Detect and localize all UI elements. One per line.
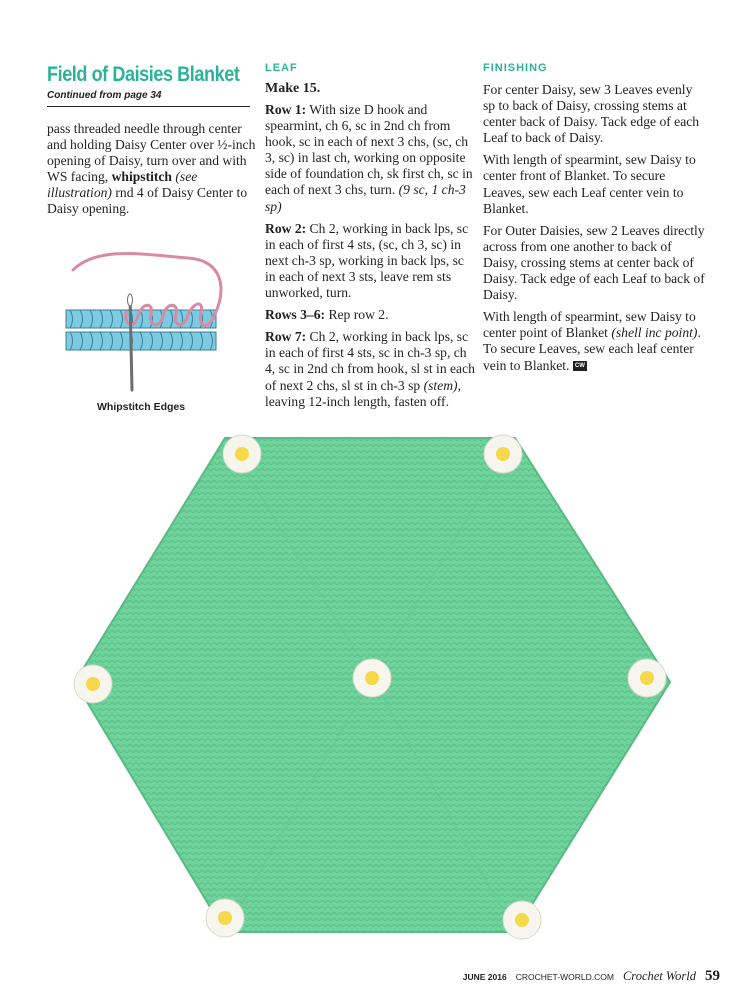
title-divider [47, 106, 250, 107]
paragraph-text: For Outer Daisies, sew 2 Leaves directly across from one another to back of Daisy, crossing stems at center back of Daisy. Tack edge of each Leaf to back of Daisy. [483, 222, 705, 303]
finishing-instructions [483, 82, 705, 380]
finishing-paragraph [483, 82, 705, 146]
daisy-flower-icon [484, 435, 522, 473]
paragraph-text-end: . To secure Leaves, sew each leaf center vein to Blanket. [483, 325, 701, 373]
finishing-paragraph [483, 152, 705, 216]
crochet-rows-illustration [66, 310, 216, 350]
row-label: Row 1: [265, 102, 307, 117]
paragraph-text: With length of spearmint, sew Daisy to center point of Blanket [483, 309, 696, 341]
daisy-flower-icon [206, 899, 244, 937]
daisy-flower-icon [223, 435, 261, 473]
continued-note: Continued from page 34 [47, 90, 162, 101]
website: CROCHET-WORLD.COM [515, 972, 614, 982]
issue-date: JUNE 2016 [462, 972, 507, 982]
intro-text: pass threaded needle through center and holding Daisy Center over ½-inch opening of Daisy, turn over and with WS facing, [47, 121, 256, 185]
finishing-paragraph [483, 223, 705, 303]
intro-paragraph [47, 121, 257, 218]
row-text: With size D hook and spearmint, ch 6, sc in 2nd ch from hook, sc in each of next 3 chs, (sc, ch 3, sc) in last ch, working on opposite side of foundation ch, sk first ch, sc in each of next 3 chs, turn. [265, 102, 473, 198]
leaf-heading: LEAF [265, 62, 298, 74]
page-footer [463, 968, 720, 985]
row-text-end: , leaving 12-inch length, fasten off. [265, 377, 461, 409]
row-label: Row 7: [265, 329, 307, 345]
end-mark-icon: CW [574, 363, 585, 370]
row-label: Rows 3–6: [265, 307, 326, 323]
row-label: Row 2: [265, 220, 307, 236]
paragraph-italic: (shell inc point) [611, 325, 698, 341]
finishing-paragraph [483, 309, 705, 373]
intro-italic: (see illustration) [47, 169, 198, 201]
blanket-photo [55, 420, 695, 960]
daisy-flower-icon [353, 659, 391, 697]
intro-text-end: rnd 4 of Daisy Center to Daisy opening. [47, 185, 248, 217]
leaf-rows-3-6 [265, 307, 475, 323]
daisy-flower-icon [74, 665, 112, 703]
page-number: 59 [705, 968, 720, 984]
illustration-caption: Whipstitch Edges [97, 401, 186, 413]
paragraph-text: With length of spearmint, sew Daisy to center front of Blanket. To secure Leaves, sew each Leaf center vein to Blanket. [483, 152, 696, 216]
leaf-row-1 [265, 102, 475, 215]
paragraph-text: For center Daisy, sew 3 Leaves evenly sp to back of Daisy, crossing stems at center back of Daisy. Tack edge of each Leaf to back of Daisy. [483, 82, 700, 146]
magazine-name: Crochet World [622, 969, 696, 983]
intro-bold: whipstitch [111, 169, 172, 185]
whipstitch-illustration [58, 240, 233, 400]
row-text: Rep row 2. [325, 307, 389, 323]
row-text: Ch 2, working in back lps, sc in each of first 4 sts, (sc, ch 3, sc) in next ch-3 sp, working in back lps, sc in each of next 3 sts, leave rem sts unworked, turn. [265, 220, 469, 301]
leaf-make: Make 15. [265, 81, 321, 96]
finishing-heading: FINISHING [483, 62, 548, 74]
leaf-row-7 [265, 329, 475, 409]
row-italic: (stem) [423, 377, 458, 393]
row-italic: (9 sc, 1 ch-3 sp) [265, 182, 466, 214]
daisy-flower-icon [503, 901, 541, 939]
row-text: Ch 2, working in back lps, sc in each of first 4 sts, sc in ch-3 sp, ch 4, sc in 2nd ch from hook, sl st in each of next 2 chs, sl st in ch-3 sp [265, 329, 475, 393]
daisy-flower-icon [628, 659, 666, 697]
leaf-row-2 [265, 221, 475, 301]
page-title: Field of Daisies Blanket [47, 63, 240, 86]
leaf-instructions [265, 102, 475, 416]
